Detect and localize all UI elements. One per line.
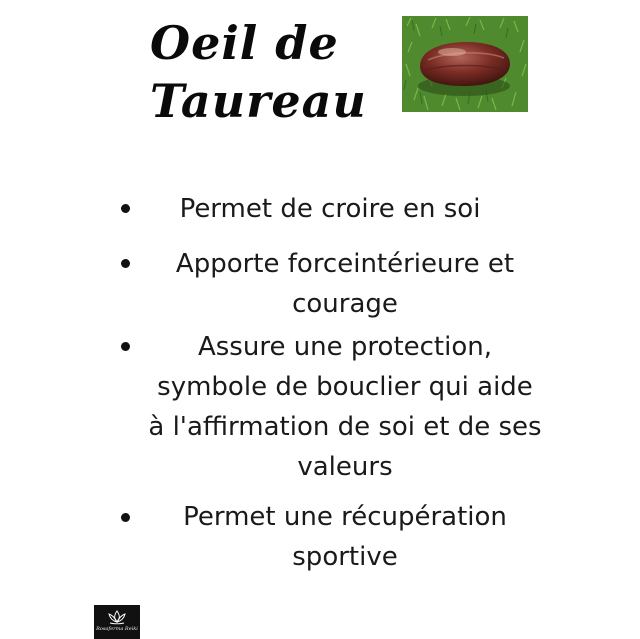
bullet-dot	[121, 204, 130, 213]
bullet-dot	[121, 342, 130, 351]
bullet-dot	[121, 259, 130, 268]
logo-text: Rosaferma Reiki	[96, 626, 138, 632]
lotus-icon	[106, 608, 128, 626]
list-item-text: Assure une protection, symbole de bouclier qui aide à l'affirmation de soi et de ses valeurs	[148, 332, 542, 482]
list-item-text: Permet de croire en soi	[179, 194, 481, 224]
title-line-2: Taureau	[150, 74, 367, 128]
list-item-text: Permet une récupération sportive	[183, 502, 507, 572]
brand-logo	[94, 605, 140, 639]
title-line-1: Oeil de	[150, 16, 339, 70]
list-item-text: Apporte forceintérieure et courage	[175, 249, 515, 319]
bullet-dot	[121, 513, 130, 522]
